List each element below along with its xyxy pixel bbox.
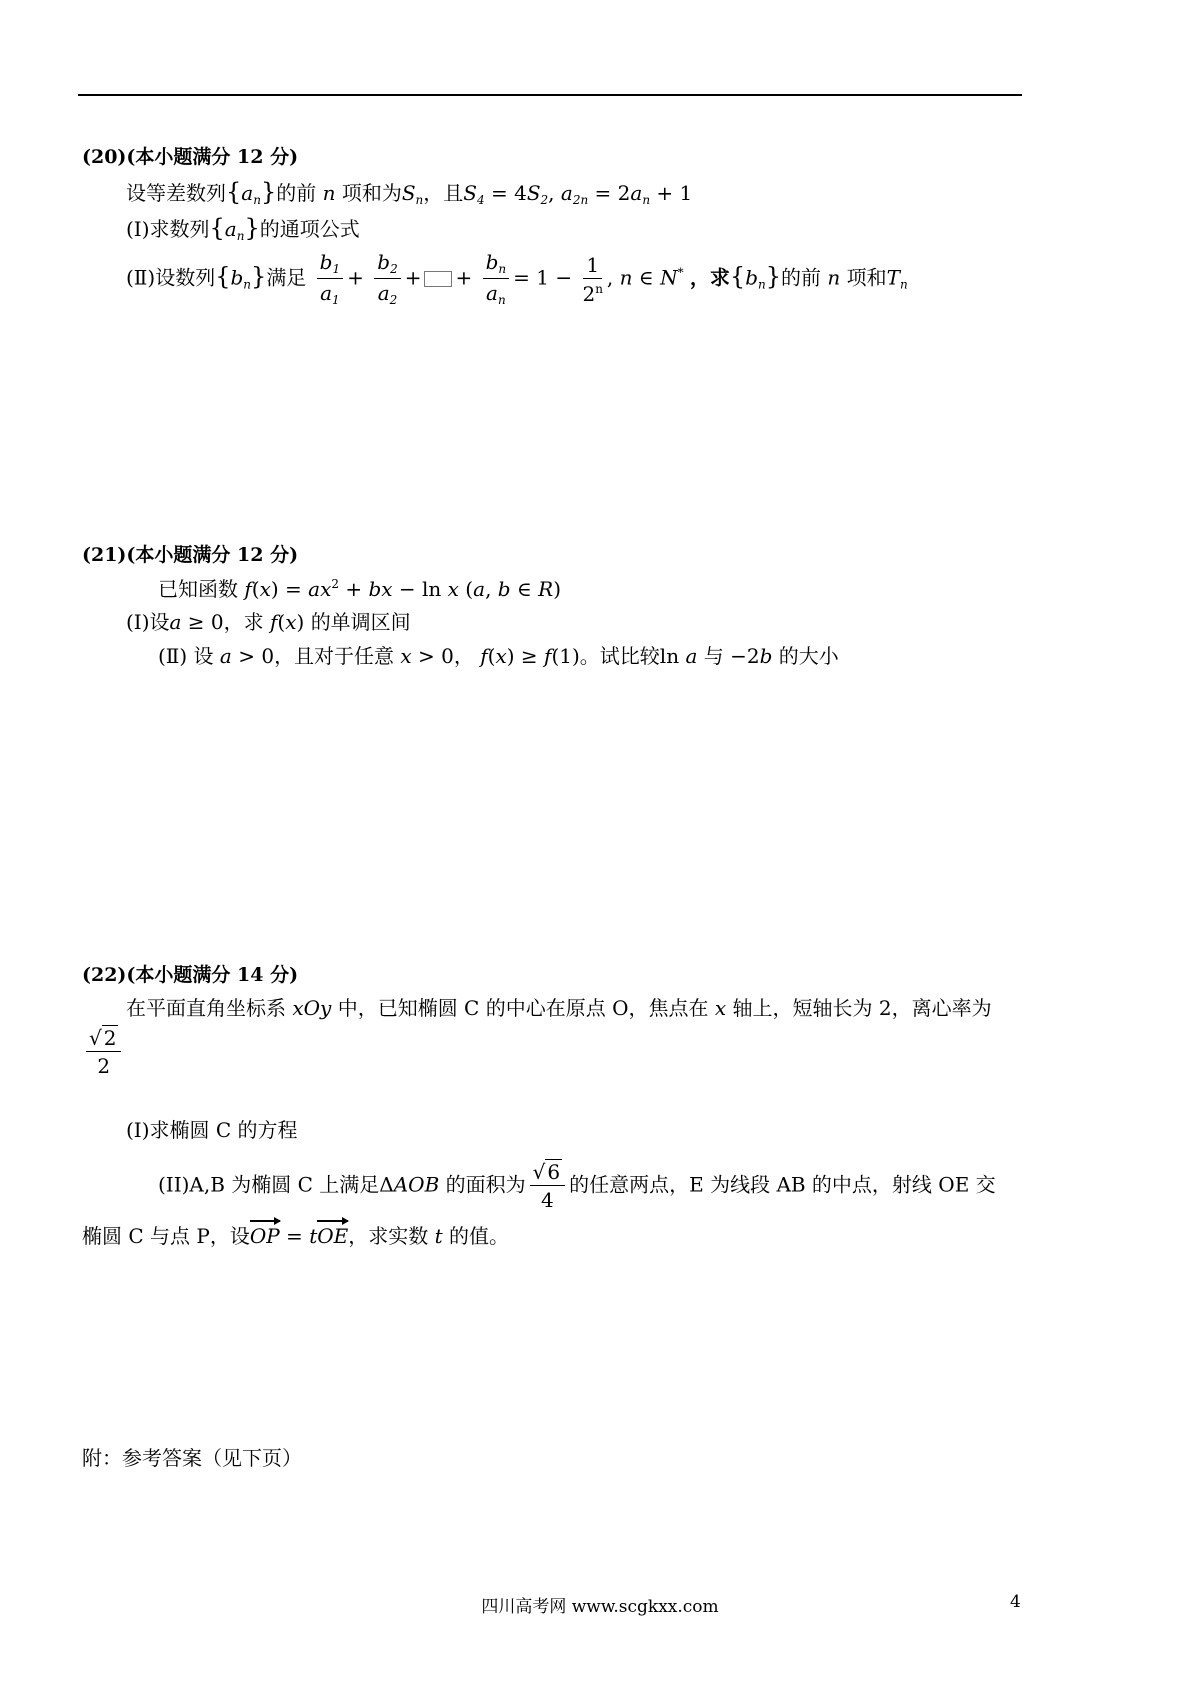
q22-part2-continued: 椭圆 C 与点 P，设OP = tOE，求实数 t 的值。 bbox=[82, 1224, 509, 1248]
q21-header: (21)(本小题满分 12 分) bbox=[82, 544, 299, 566]
q22-eccentricity: $\frac{√ 2}{2}$ bbox=[82, 1028, 125, 1076]
q20-header: (20)(本小题满分 12 分) bbox=[82, 146, 299, 168]
appendix-note: 附：参考答案（见下页） bbox=[82, 1446, 302, 1470]
q22-intro: 在平面直角坐标系 xOy 中，已知椭圆 C 的中心在原点 O，焦点在 x 轴上，短轴长为 2，离心率为 bbox=[126, 996, 992, 1020]
q21-part1: (Ⅰ)设a ≥ 0，求 f(x) 的单调区间 bbox=[126, 610, 411, 634]
q20-intro: 设等差数列$\{a_n\}$的前 n 项和为$S_n$，且$S_4 = 4S_2$, $a_{2n} = 2a_n + 1$ bbox=[126, 178, 693, 207]
q21-part2: (Ⅱ) 设 a > 0，且对于任意 x > 0， f(x) ≥ f(1)。试比较ln a 与 −2b 的大小 bbox=[158, 644, 839, 668]
top-rule bbox=[78, 94, 1022, 96]
q22-header: (22)(本小题满分 14 分) bbox=[82, 964, 299, 986]
q21-intro: 已知函数 $f(x) = ax^2$ + bx − ln x (a, b ∈ R) bbox=[158, 577, 561, 601]
footer-site: 四川高考网 www.scgkxx.com bbox=[481, 1597, 719, 1617]
page-number: 4 bbox=[1010, 1592, 1021, 1612]
q20-part2: (Ⅱ)设数列$\{b_n\}$满足 $\frac{b_1}{a_1}$ + $\frac{b_2}{a_2}$ + + $\frac{b_n}{a_n}$ = 1 − $\frac{1}{2^n}$ , n ∈ N* ，求$\{b_n\}$的前 n 项和$T_n$ bbox=[126, 250, 908, 307]
ellipsis-box bbox=[424, 271, 452, 287]
q22-part2: (II)A,B 为椭圆 C 上满足ΔAOB 的面积为 $\frac{√ 6}{4}$ 的任意两点，E 为线段 AB 的中点，射线 OE 交 bbox=[158, 1160, 996, 1212]
q22-part1: (I)求椭圆 C 的方程 bbox=[126, 1118, 298, 1142]
q20-part1: (Ⅰ)求数列$\{a_n\}$的通项公式 bbox=[126, 214, 360, 243]
